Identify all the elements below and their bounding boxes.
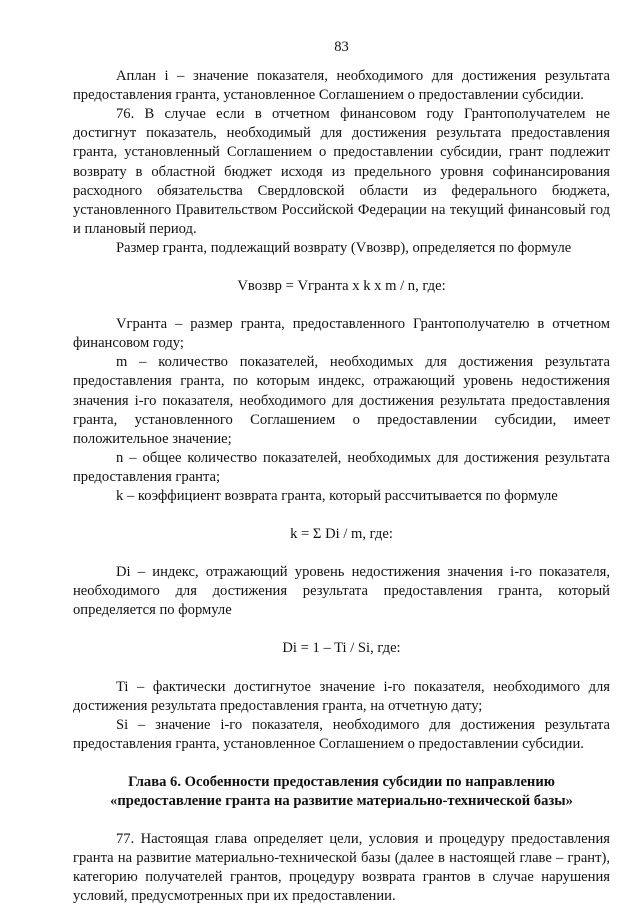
paragraph-k-definition: k – коэффициент возврата гранта, который рассчитывается по формуле	[116, 487, 558, 504]
paragraph-di-definition: Di – индекс, отражающий уровень недостижения значения i-го показателя, необходимого для достижения результата предоставления гранта, который определяется по формуле	[73, 564, 610, 619]
paragraph-aplan-definition: Аплан i – значение показателя, необходимого для достижения результата предоставления гранта, установленное Соглашением о предоставлении субсидии.	[73, 68, 610, 104]
paragraph-ti-definition: Ti – фактически достигнутое значение i-го показателя, необходимого для достижения результата предоставления гранта, на отчетную дату;	[73, 678, 610, 714]
paragraph-n-definition: n – общее количество показателей, необходимых для достижения результата предоставления гранта;	[73, 449, 610, 485]
chapter-heading-line-2: «предоставление гранта на развитие материально-технической базы»	[110, 793, 573, 809]
paragraph-77: 77. Настоящая глава определяет цели, условия и процедуру предоставления гранта на развитие материально-технической базы (далее в настоящей главе – грант), категорию получателей грантов, процедуру возврата грантов в случае нарушения условий, предусмотренных при их предоставлении.	[73, 831, 610, 905]
chapter-6-heading	[73, 773, 610, 811]
formula-k: k = Σ Di / m, где:	[290, 526, 393, 543]
page-number: 83	[334, 39, 349, 55]
paragraph-vgranta-definition: Vгранта – размер гранта, предоставленного Грантополучателю в отчетном финансовом году;	[73, 316, 610, 352]
paragraph-76: 76. В случае если в отчетном финансовом году Грантополучателем не достигнут показатель, необходимый для достижения результата предоставления гранта, установленный Соглашением о предоставлении субсидии, грант подлежит возврату в областной бюджет исходя из предельного уровня софинансирования расходного обязательства Свердловской области из федерального бюджета, установленного Правительством Российской Федерации на текущий финансовый год и плановый период.	[73, 106, 610, 237]
paragraph-m-definition: m – количество показателей, необходимых для достижения результата предоставления гранта, по которым индекс, отражающий уровень недостижения значения i-го показателя, необходимого для достижения результата предоставления гранта, установленного Соглашением о предоставлении субсидии, имеет положительное значение;	[73, 354, 610, 447]
formula-di: Di = 1 – Ti / Si, где:	[282, 640, 401, 657]
chapter-heading-line-1: Глава 6. Особенности предоставления субсидии по направлению	[128, 773, 555, 790]
paragraph-si-definition: Si – значение i-го показателя, необходимого для достижения результата предоставления гранта, установленное Соглашением о предоставлении субсидии.	[73, 716, 610, 752]
formula-vvozvr: Vвозвр = Vгранта x k x m / n, где:	[237, 278, 446, 295]
paragraph-return-size: Размер гранта, подлежащий возврату (Vвозвр), определяется по формуле	[116, 239, 572, 256]
